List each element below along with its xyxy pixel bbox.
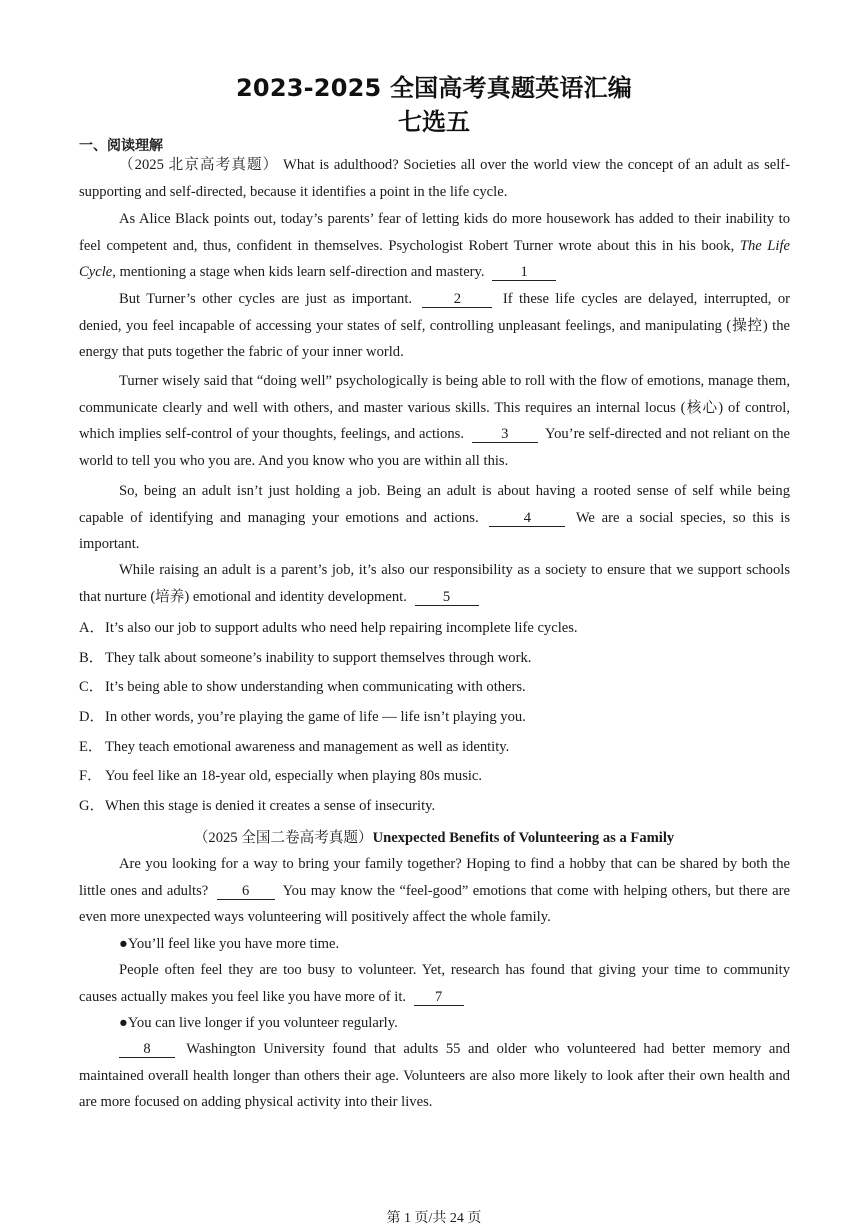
paragraph-text: While raising an adult is a parent’s job, it’s also our responsibility as a society to ensure that we support schools that nurture (培养) emotional and identity development. xyxy=(79,562,790,605)
paragraph-6 xyxy=(79,557,790,610)
paragraph-text: As Alice Black points out, today’s parents’ fear of letting kids do more housework has added to their inability to feel competent and, thus, confident in themselves. Psychologist Robert Turner wrote about this in his book, xyxy=(79,211,790,254)
answer-blank-5[interactable]: 5 xyxy=(415,589,479,606)
option-c[interactable] xyxy=(79,677,790,697)
passage-title: Unexpected Benefits of Volunteering as a Family xyxy=(372,830,675,846)
paragraph-8 xyxy=(79,957,790,1010)
paragraph-text: So, being an adult isn’t just holding a job. Being an adult is about having a rooted sense of self while being capable of identifying and managing your emotions and actions. xyxy=(79,483,790,526)
option-letter: D． xyxy=(79,709,105,725)
option-letter: A． xyxy=(79,620,105,636)
paragraph-text: , mentioning a stage when kids learn self-direction and mastery. xyxy=(112,264,485,280)
option-g[interactable] xyxy=(79,796,790,816)
paragraph-text: You may know the “feel-good” emotions that come with helping others, but there are even more unexpected ways volunteering will positively affect the whole family. xyxy=(79,882,790,925)
answer-blank-8[interactable]: 8 xyxy=(119,1041,175,1058)
paragraph-9 xyxy=(79,1036,790,1116)
paragraph-text: Washington University found that adults 55 and older who volunteered had better memory and maintained overall health longer than others their age. Volunteers are also more likely to look after their own health and are more focused on adding physical activity into their lives. xyxy=(79,1041,790,1110)
option-text: In other words, you’re playing the game of life — life isn’t playing you. xyxy=(105,709,526,725)
document-subtitle: 七选五 xyxy=(398,108,470,136)
paragraph-text: What is adulthood? Societies all over the world view the concept of an adult as self-supporting and self-directed, because it identifies a point in the life cycle. xyxy=(79,157,791,200)
option-text: They talk about someone’s inability to support themselves through work. xyxy=(105,650,532,666)
answer-blank-3[interactable]: 3 xyxy=(472,426,538,443)
page-number-footer: 第 1 页/共 24 页 xyxy=(386,1211,482,1226)
paragraph-text: People often feel they are too busy to volunteer. Yet, research has found that giving your time to community causes actually makes you feel like you have more of it. xyxy=(79,962,790,1005)
document-title: 2023-2025 全国高考真题英语汇编 xyxy=(236,74,632,102)
option-b[interactable] xyxy=(79,648,790,668)
paragraph-5 xyxy=(79,478,790,558)
section-label: 一、阅读理解 xyxy=(79,138,163,154)
answer-blank-2[interactable]: 2 xyxy=(422,291,492,308)
bullet-point-2: ●You can live longer if you volunteer regularly. xyxy=(119,1015,398,1031)
paragraph-text: We are a social species, so this is important. xyxy=(79,509,790,552)
option-letter: B． xyxy=(79,650,104,666)
bullet-point-1: ●You’ll feel like you have more time. xyxy=(119,936,340,952)
paragraph-3 xyxy=(79,286,790,366)
option-letter: F． xyxy=(79,768,102,784)
option-text: You feel like an 18-year old, especially when playing 80s music. xyxy=(105,768,483,784)
answer-blank-4[interactable]: 4 xyxy=(489,510,565,527)
answer-blank-6[interactable]: 6 xyxy=(217,883,275,900)
option-letter: C． xyxy=(79,679,104,695)
option-a[interactable] xyxy=(79,618,790,638)
option-letter: G． xyxy=(79,798,105,814)
option-e[interactable] xyxy=(79,737,790,757)
source-label: （2025 北京高考真题） xyxy=(119,157,279,173)
option-letter: E． xyxy=(79,739,103,755)
option-text: When this stage is denied it creates a sense of insecurity. xyxy=(105,798,436,814)
paragraph-text: Are you looking for a way to bring your family together? Hoping to find a hobby that can be shared by both the little ones and adults? xyxy=(79,856,790,899)
paragraph-7 xyxy=(79,851,790,931)
paragraph-text: But Turner’s other cycles are just as important. xyxy=(119,291,413,307)
paragraph-2 xyxy=(79,206,790,286)
paragraph-4 xyxy=(79,368,790,474)
answer-blank-1[interactable]: 1 xyxy=(492,264,556,281)
paragraph-1 xyxy=(79,152,790,205)
source-label: （2025 全国二卷高考真题） xyxy=(193,830,373,846)
paragraph-text: You’re self-directed and not reliant on the world to tell you who you are. And you know who you are within all this. xyxy=(79,426,790,469)
option-text: It’s also our job to support adults who need help repairing incomplete life cycles. xyxy=(105,620,578,636)
option-d[interactable] xyxy=(79,707,790,727)
answer-blank-7[interactable]: 7 xyxy=(414,989,464,1006)
option-f[interactable] xyxy=(79,766,790,786)
paragraph-text: If these life cycles are delayed, interrupted, or denied, you feel incapable of accessing your states of self, controlling unpleasant feelings, and manipulating (操控) the energy that puts together the fabric of your inner world. xyxy=(79,291,790,360)
option-text: They teach emotional awareness and management as well as identity. xyxy=(105,739,510,755)
option-text: It’s being able to show understanding when communicating with others. xyxy=(105,679,526,695)
paragraph-text: Turner wisely said that “doing well” psychologically is being able to roll with the flow of emotions, manage them, communicate clearly and well with others, and master various skills. This requires an internal locus (核心) of control, which implies self-control of your thoughts, feelings, and actions. xyxy=(79,373,790,442)
passage-2-heading xyxy=(0,826,868,847)
book-title: The Life Cycle xyxy=(79,237,791,280)
